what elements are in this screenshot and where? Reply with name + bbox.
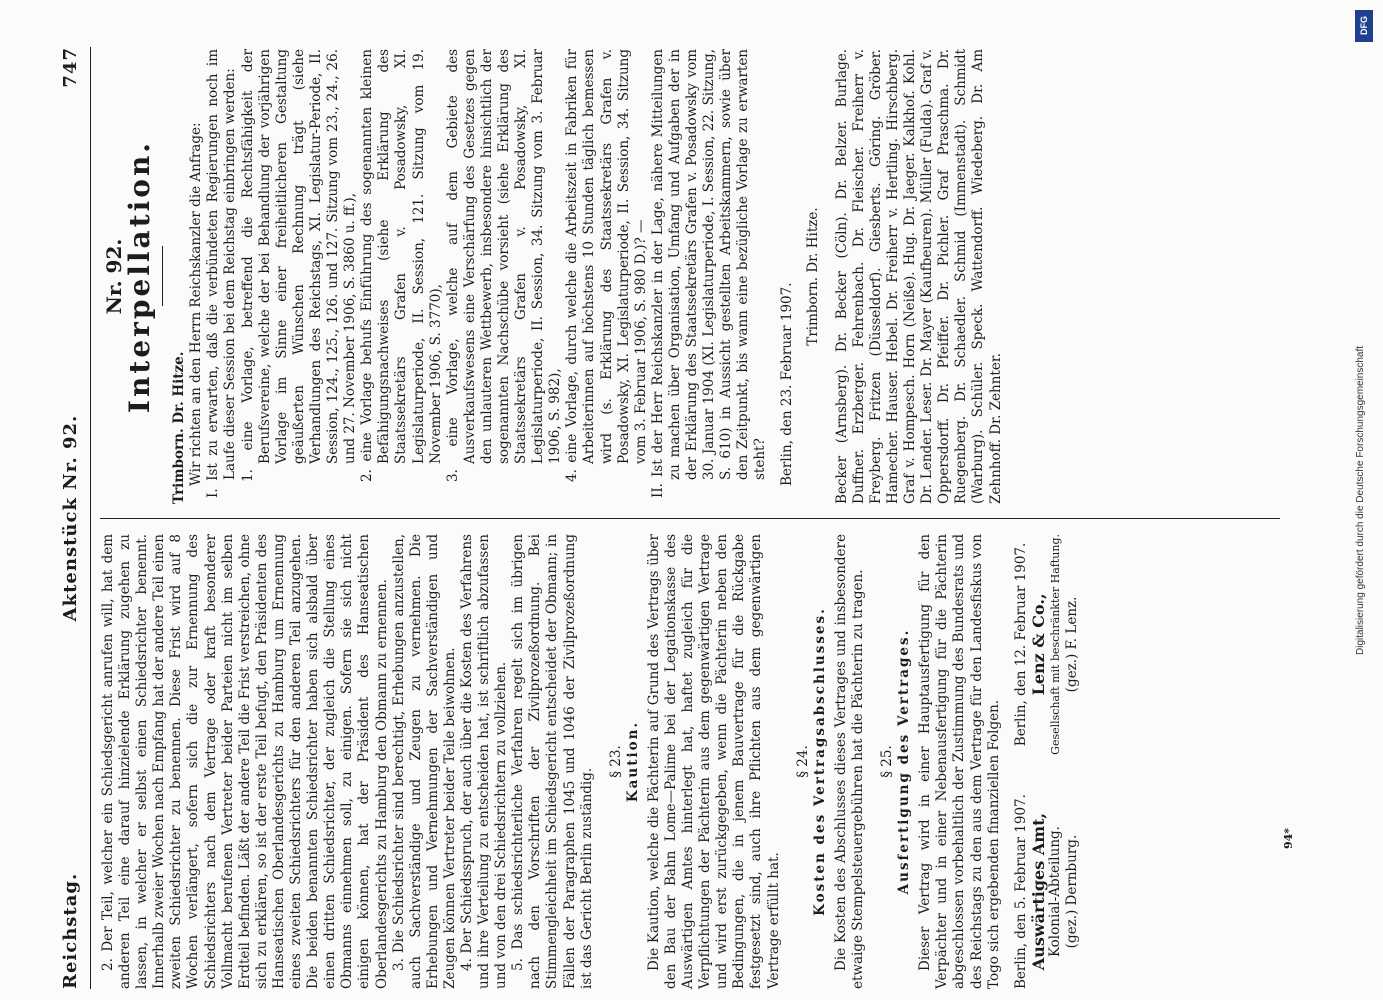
signature-right-date: Berlin, den 12. Februar 1907. (1012, 542, 1029, 747)
column-divider (100, 518, 1280, 519)
document-title: Interpellation. (123, 139, 157, 414)
signature-row (1013, 534, 1081, 989)
signature-right-form: Gesellschaft mit beschränkter Haftung. (1048, 534, 1062, 755)
section-23-title: Kaution. (624, 720, 641, 803)
question-I: I. Ist zu erwarten, daß die verbündeten Regierungen noch im Laufe dieser Session bei dem Reichstag einbringen werden: (205, 49, 239, 498)
document-number: Nr. 92. (102, 238, 126, 315)
dfg-badge: DFG (1355, 10, 1373, 42)
header-center: Aktenstück Nr. 92. (60, 414, 81, 622)
section-23-text: Die Kaution, welche die Pächterin auf Grund des Vertrags über den Bau der Bahn Lome—Palime bei der Legationskasse des Auswärtigen Amtes hinterlegt hat, haftet zugleich für die Verpflichtungen der Pächterin aus dem gegenwärtigen Vertrage und wird erst zurückgegeben, wenn die Pächterin neben den Bedingungen, die in jenem Bauvertrage für die Rückgabe festgesetzt sind, auch ihre Pflichten aus dem gegenwärtigen Vertrage erfüllt hat. (645, 534, 782, 989)
section-24-title: Kosten des Vertragsabschlusses. (811, 607, 828, 916)
running-header (60, 47, 86, 989)
right-column (100, 49, 1280, 504)
submitters: Trimborn. Dr. Hitze. (171, 351, 188, 504)
signature-right-name: (gez.) F. Lenz. (1063, 596, 1080, 693)
paragraph-3: 3. Die Schiedsrichter sind berechtigt, Erhebungen anzustellen, auch Sachverständige und Zeugen zu vernehmen. Die Erhebungen und Vernehmungen der Sachverständigen und Zeugen können Vertreter beider Teile beiwohnen. (390, 534, 458, 989)
question-I-1: 1. eine Vorlage, betreffend die Rechtsfähigkeit der Berufsvereine, welche der bei Behandlung der vorjährigen Vorlage im Sinne einer freiheitlicheren Gestaltung geäußerten Wünschen Rechnung trägt (siehe Verhandlungen des Reichstags, XI. Legislatur-Periode, II. Session, 124., 125., 126. und 127. Sitzung vom 23., 24., 26. und 27. November 1906, S. 3860 u. ff.), (239, 49, 359, 482)
question-II: II. Ist der Herr Reichskanzler in der Lage, nähere Mitteilungen zu machen über Organisation, Umfang und Aufgaben der in der Erklärung des Staatssekretärs Grafen v. Posadowsky vom 30. Januar 1904 (XI. Legislaturperiode, I. Session, 22. Sitzung, S. 610) in Aussicht gestellten Arbeitskammern, sowie über den Zeitpunkt, bis wann eine bezügliche Vorlage zu erwarten steht? (649, 49, 769, 498)
section-25-title: Ausfertigung des Vertrages. (896, 628, 913, 895)
paragraph-4: 4. Der Schiedsspruch, der auch über die Kosten des Verfahrens und ihre Verteilung zu entscheiden hat, ist schriftlich abzufassen und von den drei Schiedsrichtern zu vollziehen. (458, 534, 510, 989)
signature-left-name: (gez.) Dernburg. (1063, 834, 1080, 949)
section-24-number: § 24. (794, 745, 811, 778)
header-rule (90, 47, 91, 989)
header-left: Reichstag. (60, 872, 81, 989)
signature-right (1013, 534, 1081, 755)
page-number: 747 (60, 47, 81, 88)
signature-left (1013, 794, 1081, 989)
section-25-text: Dieser Vertrag wird in einer Hauptausfertigung für den Verpächter und in einer Nebenausfertigung für die Pächterin abgeschlossen vorbehaltlich der Zustimmung des Bundesrats und des Reichstags zu den aus dem Vertrage für den Landesfiskus von Togo sich ergebenden finanziellen Folgen. (917, 534, 1002, 989)
signature-right-org: Lenz & Co., (1028, 593, 1048, 696)
question-I-3: 3. eine Vorlage, welche auf dem Gebiete des Ausverkaufswesens eine Verschärfung des Gesetzes gegen den unlauteren Wettbewerb, insbesondere hinsichtlich der sogenannten Nachschübe vorsieht (siehe Erklärung des Staatssekretärs Grafen v. Posadowsky, XI. Legislaturperiode, II. Session, 34. Sitzung vom 3. Februar 1906, S. 982), (444, 49, 564, 482)
interpellation-date: Berlin, den 23. Februar 1907. (779, 282, 796, 486)
left-column (100, 534, 1280, 989)
question-I-4: 4. eine Vorlage, durch welche die Arbeitszeit in Fabriken für Arbeiterinnen auf höchstens 10 Stunden täglich bemessen wird (s. Erklärung des Staatssekretärs Grafen v. Posadowsky, XI. Legislaturperiode, II. Session, 34. Sitzung vom 3. Februar 1906, S. 980 D.)? — (564, 49, 649, 482)
section-23-heading (608, 534, 642, 989)
interpellation-intro: Wir richten an den Herrn Reichskanzler die Anfrage: (188, 122, 205, 486)
section-24-text: Die Kosten des Abschlusses dieses Vertrages und insbesondere etwaige Stempelsteuergebühren hat die Pächterin zu tragen. (832, 534, 866, 989)
rotated-page (60, 0, 1080, 989)
paragraph-5: 5. Das schiedsrichterliche Verfahren regelt sich im übrigen nach den Vorschriften der Zivilprozeßordnung. Bei Stimmengleichheit im Schiedsgericht entscheidet der Obmann; in Fällen der Paragraphen 1045 und 1046 der Zivilprozeßordnung ist das Gericht Berlin zuständig. (510, 534, 595, 989)
co-signers: Becker (Arnsberg). Dr. Becker (Cöln). Dr. Belzer. Burlage. Duffner. Erzberger. Fehrenbach. Dr. Fleischer. Freiherr v. Freyberg. Fritzen (Düsseldorf). Giesberts. Göring. Gröber. Hamecher. Hauser. Hebel. Dr. Freiherr v. Hertling. Hirschberg. Graf v. Hompesch. Horn (Neiße). Hug. Dr. Jaeger. Kalkhof. Kohl. Dr. Lender. Leser. Dr. Mayer (Kaufbeuren). Müller (Fulda). Graf v. Oppersdorff. Dr. Pfeiffer. Dr. Pichler. Graf Praschma. Dr. Ruegenberg. Dr. Schaedler. Schmid (Immenstadt). Schmidt (Warburg). Schüler. Speck. Wattendorff. Wiedeberg. Dr. Am Zehnhoff. Dr. Zehnter. (833, 49, 1004, 504)
paragraph-2: 2. Der Teil, welcher ein Schiedsgericht anrufen will, hat dem anderen Teil eine darauf hinzielende Erklärung zugehen zu lassen, in welcher er selbst einen Schiedsrichter benennt. Innerhalb zweier Wochen nach Empfang hat der andere Teil einen zweiten Schiedsrichter zu benennen. Diese Frist wird auf 8 Wochen verlängert, sofern sich die zur Ernennung des Schiedsrichters nach dem Vertrage oder kraft besonderer Vollmacht berufenen Vertreter beider Parteien nicht im selben Erdteil befinden. Läßt der andere Teil die Frist verstreichen, ohne sich zu erklären, so ist der erste Teil befugt, den Präsidenten des Hanseatischen Oberlandesgerichts zu Hamburg um Ernennung eines zweiten Schiedsrichters für den anderen Teil anzugehen. Die beiden benannten Schiedsrichter haben sich alsbald über einen dritten Schiedsrichter, der zugleich die Stellung eines Obmanns einnehmen soll, zu einigen. Sofern sie sich nicht einigen können, hat der Präsident des Hanseatischen Oberlandesgerichts zu Hamburg den Obmann zu ernennen. (100, 534, 390, 989)
signature-left-org: Auswärtiges Amt, (1028, 812, 1048, 971)
section-23-number: § 23. (607, 745, 624, 778)
section-24-heading (795, 534, 829, 989)
section-25-heading (879, 534, 913, 989)
signature-left-date: Berlin, den 5. Februar 1907. (1012, 794, 1029, 989)
signature-mark: 94* (1282, 827, 1296, 850)
section-25-number: § 25. (879, 745, 896, 778)
digitization-note: Digitalisierung gefördert durch die Deutsche Forschungsgemeinschaft (1355, 345, 1366, 655)
signature-left-dept: Kolonial-Abteilung. (1046, 826, 1063, 958)
title-rule (162, 247, 163, 307)
question-I-2: 2. eine Vorlage behufs Einführung des sogenannten kleinen Befähigungsnachweises (siehe Erklärung des Staatssekretärs Grafen v. Posadowsky, XI. Legislaturperiode, II. Session, 121. Sitzung vom 19. November 1906, S. 3770), (359, 49, 444, 482)
interpellation-signature: Trimborn. Dr. Hitze. (804, 207, 821, 346)
